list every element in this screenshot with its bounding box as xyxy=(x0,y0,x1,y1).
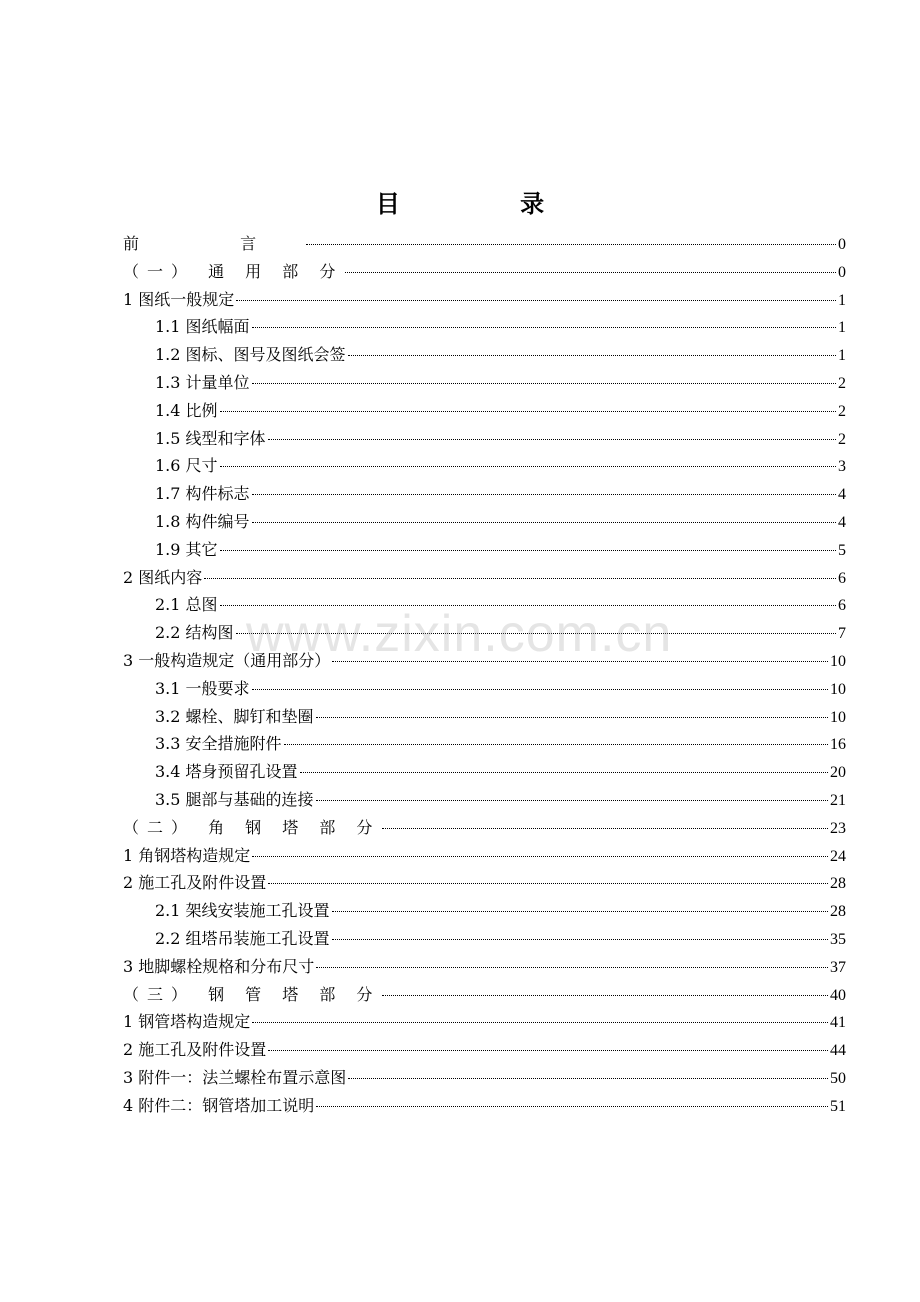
toc-entry-page-number: 6 xyxy=(838,597,846,615)
toc-entry-label: （三） 钢 管 塔 部 分 xyxy=(123,984,381,1004)
dot-leader xyxy=(268,883,828,884)
dot-leader xyxy=(252,856,828,857)
toc-entry-page-number: 3 xyxy=(838,458,846,476)
toc-entry-page-number: 21 xyxy=(830,791,846,809)
toc-entry-page-number: 2 xyxy=(838,374,846,392)
dot-leader xyxy=(316,1106,828,1107)
toc-entry-label: 2.1 总图 xyxy=(155,595,218,615)
dot-leader xyxy=(348,355,836,356)
toc-entry-page-number: 0 xyxy=(838,263,846,281)
toc-entry-label: 1 钢管塔构造规定 xyxy=(123,1012,251,1032)
toc-entry-label: 2.1 架线安装施工孔设置 xyxy=(155,901,330,921)
toc-entry-label: 3 地脚螺栓规格和分布尺寸 xyxy=(123,956,315,976)
toc-entry[interactable] xyxy=(123,814,846,842)
toc-entry-label: 前 言 xyxy=(123,234,305,253)
toc-entry-label: 3.3 安全措施附件 xyxy=(155,734,282,754)
toc-entry[interactable] xyxy=(123,842,846,870)
toc-entry-page-number: 5 xyxy=(838,541,846,559)
table-of-contents xyxy=(123,230,846,1120)
dot-leader xyxy=(316,800,828,801)
dot-leader xyxy=(284,744,828,745)
toc-entry[interactable] xyxy=(123,425,846,453)
toc-entry-label: 3.4 塔身预留孔设置 xyxy=(155,762,298,782)
toc-entry-page-number: 7 xyxy=(838,625,846,643)
dot-leader xyxy=(348,1078,828,1079)
dot-leader xyxy=(268,439,836,440)
toc-entry[interactable] xyxy=(123,675,846,703)
toc-entry-label: 1.4 比例 xyxy=(155,400,218,420)
toc-entry[interactable] xyxy=(123,397,846,425)
dot-leader xyxy=(332,911,828,912)
toc-entry[interactable] xyxy=(123,1092,846,1120)
dot-leader xyxy=(332,661,828,662)
toc-entry-page-number: 1 xyxy=(838,319,846,337)
dot-leader xyxy=(236,633,836,634)
watermark: www.zixin.com.cn xyxy=(246,605,673,663)
toc-entry-label: 1 图纸一般规定 xyxy=(123,289,235,309)
toc-entry[interactable] xyxy=(123,341,846,369)
toc-entry-page-number: 2 xyxy=(838,430,846,448)
toc-entry-page-number: 6 xyxy=(838,569,846,587)
toc-entry[interactable] xyxy=(123,452,846,480)
toc-entry[interactable] xyxy=(123,286,846,314)
toc-entry-page-number: 28 xyxy=(830,903,846,921)
toc-entry-label: 2 施工孔及附件设置 xyxy=(123,1040,267,1060)
dot-leader xyxy=(382,828,828,829)
toc-entry-page-number: 23 xyxy=(830,819,846,837)
toc-entry-label: 1.9 其它 xyxy=(155,539,218,559)
toc-entry-label: 2 施工孔及附件设置 xyxy=(123,873,267,893)
toc-entry[interactable] xyxy=(123,1036,846,1064)
toc-entry[interactable] xyxy=(123,981,846,1009)
toc-entry-label: 1.6 尺寸 xyxy=(155,456,218,476)
toc-entry[interactable] xyxy=(123,1008,846,1036)
dot-leader xyxy=(220,466,836,467)
toc-entry-label: 4 附件二：钢管塔加工说明 xyxy=(123,1095,315,1115)
dot-leader xyxy=(332,939,828,940)
dot-leader xyxy=(220,550,836,551)
toc-entry[interactable] xyxy=(123,925,846,953)
toc-entry-page-number: 10 xyxy=(830,708,846,726)
dot-leader xyxy=(252,494,836,495)
dot-leader xyxy=(220,605,836,606)
toc-entry-page-number: 0 xyxy=(838,236,846,253)
toc-entry-label: 1.5 线型和字体 xyxy=(155,428,266,448)
toc-entry-label: 1 角钢塔构造规定 xyxy=(123,845,251,865)
toc-entry-page-number: 44 xyxy=(830,1042,846,1060)
toc-entry-page-number: 41 xyxy=(830,1014,846,1032)
dot-leader xyxy=(252,1022,828,1023)
toc-entry-label: 3 附件一：法兰螺栓布置示意图 xyxy=(123,1067,347,1087)
toc-entry-label: （一） 通 用 部 分 xyxy=(123,261,344,281)
toc-entry[interactable] xyxy=(123,369,846,397)
dot-leader xyxy=(236,300,836,301)
toc-entry-page-number: 1 xyxy=(838,291,846,309)
toc-entry[interactable] xyxy=(123,536,846,564)
toc-entry-label: 2.2 组塔吊装施工孔设置 xyxy=(155,928,330,948)
toc-entry-label: 3 一般构造规定（通用部分） xyxy=(123,650,331,670)
toc-entry-page-number: 16 xyxy=(830,736,846,754)
toc-entry-label: 3.1 一般要求 xyxy=(155,678,250,698)
dot-leader xyxy=(268,1050,828,1051)
toc-entry[interactable] xyxy=(123,564,846,592)
toc-entry-page-number: 51 xyxy=(830,1097,846,1115)
toc-entry-page-number: 37 xyxy=(830,958,846,976)
dot-leader xyxy=(252,689,828,690)
toc-entry[interactable] xyxy=(123,647,846,675)
toc-entry-label: （二） 角 钢 塔 部 分 xyxy=(123,817,381,837)
dot-leader xyxy=(300,772,828,773)
toc-entry-label: 1.1 图纸幅面 xyxy=(155,317,250,337)
toc-entry-page-number: 10 xyxy=(830,652,846,670)
toc-entry[interactable] xyxy=(123,1064,846,1092)
toc-entry[interactable] xyxy=(123,703,846,731)
toc-entry-page-number: 50 xyxy=(830,1069,846,1087)
dot-leader xyxy=(382,995,828,996)
toc-entry-page-number: 20 xyxy=(830,764,846,782)
toc-entry-page-number: 4 xyxy=(838,513,846,531)
dot-leader xyxy=(306,244,836,245)
toc-entry-label: 3.5 腿部与基础的连接 xyxy=(155,789,314,809)
toc-entry[interactable] xyxy=(123,230,846,258)
toc-entry-page-number: 4 xyxy=(838,486,846,504)
toc-entry[interactable] xyxy=(123,508,846,536)
toc-entry-page-number: 1 xyxy=(838,347,846,365)
toc-entry-page-number: 35 xyxy=(830,930,846,948)
dot-leader xyxy=(220,411,836,412)
toc-entry[interactable] xyxy=(123,786,846,814)
toc-entry-label: 1.8 构件编号 xyxy=(155,511,250,531)
toc-entry[interactable] xyxy=(123,897,846,925)
toc-entry-page-number: 28 xyxy=(830,875,846,893)
toc-entry[interactable] xyxy=(123,953,846,981)
toc-entry-label: 2.2 结构图 xyxy=(155,623,234,643)
toc-entry[interactable] xyxy=(123,869,846,897)
toc-entry[interactable] xyxy=(123,591,846,619)
toc-entry[interactable] xyxy=(123,730,846,758)
dot-leader xyxy=(345,272,836,273)
toc-entry-page-number: 2 xyxy=(838,402,846,420)
dot-leader xyxy=(252,522,836,523)
toc-entry[interactable] xyxy=(123,758,846,786)
dot-leader xyxy=(204,578,836,579)
toc-entry-label: 1.7 构件标志 xyxy=(155,484,250,504)
toc-entry[interactable] xyxy=(123,480,846,508)
dot-leader xyxy=(316,967,828,968)
toc-entry-page-number: 10 xyxy=(830,680,846,698)
dot-leader xyxy=(252,383,836,384)
toc-entry[interactable] xyxy=(123,619,846,647)
toc-entry-label: 3.2 螺栓、脚钉和垫圈 xyxy=(155,706,314,726)
dot-leader xyxy=(252,327,836,328)
toc-entry-label: 2 图纸内容 xyxy=(123,567,203,587)
toc-entry-page-number: 40 xyxy=(830,986,846,1004)
toc-entry-page-number: 24 xyxy=(830,847,846,865)
dot-leader xyxy=(316,717,828,718)
toc-entry[interactable] xyxy=(123,313,846,341)
toc-entry-label: 1.2 图标、图号及图纸会签 xyxy=(155,345,346,365)
page-title: 目 录 xyxy=(375,189,601,218)
toc-entry-label: 1.3 计量单位 xyxy=(155,372,250,392)
toc-entry[interactable] xyxy=(123,258,846,286)
